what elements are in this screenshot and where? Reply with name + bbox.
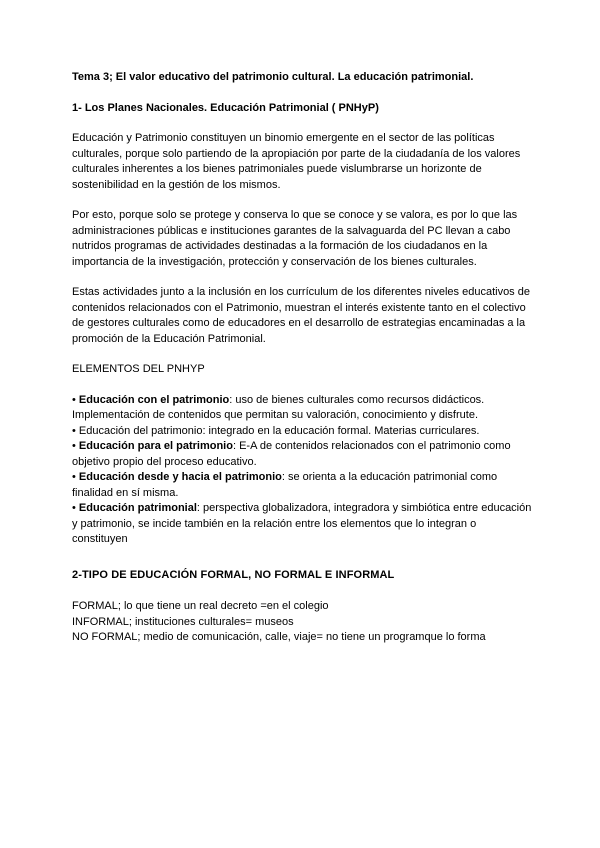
document-page — [72, 70, 532, 646]
bullet-icon: • — [72, 502, 76, 514]
section-2-heading: 2-TIPO DE EDUCACIÓN FORMAL, NO FORMAL E INFORMAL — [72, 568, 395, 581]
section-1-paragraph-2: Por esto, porque solo se protege y conserva lo que se conoce y se valora, es por lo que las administraciones públicas e instituciones garantes de la salvaguarda del PC llevan a cabo nutridos programas de actividades destinadas a la formación de los ciudadanos en la importancia de la investigación, protección y conservación de los bienes culturales. — [72, 209, 518, 268]
document-title: Tema 3; El valor educativo del patrimonio cultural. La educación patrimonial. — [72, 71, 474, 83]
section-1-paragraph-3: Estas actividades junto a la inclusión en los currículum de los diferentes niveles educativos de contenidos relacionados con el Patrimonio, muestran el interés existente tanto en el colectivo de gestores culturales como de educadores en el desarrollo de estrategias encaminadas a la promoción de la Educación Patrimonial. — [72, 286, 530, 345]
elements-list-item — [72, 439, 532, 470]
education-type-formal: FORMAL; lo que tiene un real decreto =en el colegio — [72, 600, 329, 612]
element-description: : uso de bienes culturales como recursos didácticos. Implementación de contenidos que permitan su valoración, conocimiento y disfrute. — [72, 393, 485, 421]
elements-list-item — [72, 501, 532, 548]
element-description: : se orienta a la educación patrimonial como finalidad en sí misma. — [72, 471, 498, 499]
education-types-list — [72, 599, 532, 646]
elements-list — [72, 393, 532, 548]
education-type-no-formal: NO FORMAL; medio de comunicación, calle, viaje= no tiene un programque lo forma — [72, 631, 486, 643]
elements-heading: ELEMENTOS DEL PNHYP — [72, 363, 205, 375]
elements-list-item — [72, 470, 532, 501]
section-1-heading: 1- Los Planes Nacionales. Educación Patrimonial ( PNHyP) — [72, 101, 379, 114]
elements-list-item — [72, 393, 532, 424]
section-1-paragraph-1: Educación y Patrimonio constituyen un binomio emergente en el sector de las políticas culturales, porque solo partiendo de la apropiación por parte de la ciudadanía de los valores culturales inherentes a los bienes patrimoniales puede vislumbrarse un horizonte de sostenibilidad en la gestión de los mismos. — [72, 132, 521, 191]
education-type-informal: INFORMAL; instituciones culturales= museos — [72, 615, 294, 628]
element-description: Educación del patrimonio: integrado en la educación formal. Materias curriculares. — [78, 424, 480, 437]
bullet-icon: • — [72, 471, 76, 483]
element-term: Educación desde y hacia el patrimonio — [78, 471, 282, 483]
bullet-icon: • — [72, 424, 76, 437]
element-term: Educación con el patrimonio — [78, 393, 230, 406]
element-term: Educación patrimonial — [78, 502, 197, 514]
bullet-icon: • — [72, 393, 76, 406]
element-description: : perspectiva globalizadora, integradora y simbiótica entre educación y patrimonio, se incide también en la relación entre los elementos que lo integran o constituyen — [72, 502, 532, 545]
element-description: : E-A de contenidos relacionados con el patrimonio como objetivo propio del proceso educativo. — [72, 440, 511, 468]
bullet-icon: • — [72, 440, 76, 452]
element-term: Educación para el patrimonio — [78, 440, 233, 452]
elements-list-item — [72, 424, 532, 440]
